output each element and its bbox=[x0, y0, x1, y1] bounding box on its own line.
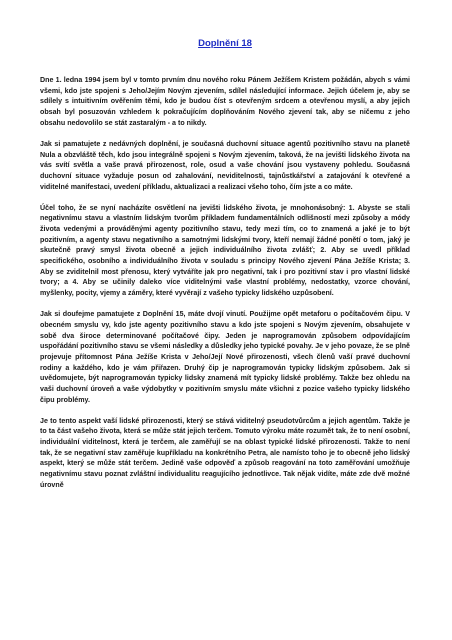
paragraph-3: Účel toho, že se nyní nacházíte osvětlení na jevišti lidského života, je mnohonásobný: 1. Abyste se stali negativnímu stavu a vlastním lidským tvorům příkladem fundamentálních odlišností mezi způsoby a módy života vedenými a prováděnými agenty pozitivního stavu, tedy mezi tím, co to znamená a jaké je to být pozitivním, a agenty stavu negativního a samotnými lidskými tvory, kteří nemají žádné ponětí o tom, jaký je skutečně pravý smysl života obecně a jejich individuálního života zvlášť; 2. Aby se uvedl příklad specifického, osobního a individuálního života v souladu s principy Nového zjevení Pána Ježíše Krista; 3. Aby se zviditelnil most přenosu, který vytváříte jak pro negativní, tak i pro pozitivní stav i pro vlastní lidské tvory; a 4. Aby se učinily daleko více viditelnými vaše vlastní problémy, nedostatky, vzorce chování, myšlenky, pocity, vjemy a záměry, které vyvěrají z vašeho typicky lidského uzpůsobení. bbox=[40, 203, 410, 297]
paragraph-4: Jak si doufejme pamatujete z Doplnění 15, máte dvojí vinutí. Použijme opět metaforu o počítačovém čipu. V obecném smyslu vy, kdo jste agenty pozitivního stavu a kdo jste spojeni s Novým zjevením, obsahujete v sobě dva široce determinované počítačové čipy. Jeden je naprogramován způsobem odpovídajícím uspořádání pozitivního stavu se všemi následky a důsledky jeho typické povahy. Je v jeho povaze, že se plně projevuje přítomnost Pána Ježíše Krista v Jeho/Její Nové přirozenosti, všech členů vaší pravé duchovní rodiny a každého, kdo je vám přiřazen. Druhý čip je naprogramován typicky lidským způsobem. Jak si uvědomujete, být naprogramován typicky lidsky znamená mít typicky lidské problémy. Takže bez ohledu na vaši duchovní úroveň a vaše výdobytky v pozitivním smyslu máte všichni z pozice vašeho typicky lidského čipu problémy. bbox=[40, 310, 410, 404]
paragraph-2: Jak si pamatujete z nedávných doplnění, je současná duchovní situace agentů pozitivního stavu na planetě Nula a obzvláště těch, kdo jsou integrálně spojeni s Novým zjevením, taková, že na jevišti lidského života na vás svítí světla a vaše pravá přirozenost, role, osud a vaše chování jsou vystaveny pohledu. Současná duchovní situace vyžaduje posun od zahalování, neviditelnosti, tajnůstkářství a zatajování k otevřené a viditelné manifestaci, uvedení příkladu, aktualizaci a realizaci všeho toho, čím jste a co máte. bbox=[40, 139, 410, 191]
page-title: Doplnění 18 bbox=[198, 38, 252, 49]
paragraph-1: Dne 1. ledna 1994 jsem byl v tomto prvním dnu nového roku Pánem Ježíšem Kristem požádán, abych s vámi všemi, kdo jste spojeni s Jeho/Jejím Novým zjevením, sdílel následující informace. Jejich účelem je, aby se sdílely s intuitivním ověřením těmi, kdo je budou číst s otevřeným srdcem a otevřenou myslí, a aby jejich obsah byl posuzován vzhledem k pokračujícím doplňováním Nového zjevení tak, aby se ničemu z jeho obsahu nedovolilo se stát zastaralým - a to nikdy. bbox=[40, 76, 410, 127]
paragraph-5: Je to tento aspekt vaší lidské přirozenosti, který se stává viditelný pseudotvůrcům a jejich agentům. Takže je to ta část vašeho života, která se může stát jejich terčem. Tomuto výroku máte rozumět tak, že to není osobní, individuální viditelnost, která je terčem, ale zaměřují se na oblast typické lidské přirozenosti. Takže to není tak, že se negativní stav zaměřuje kupříkladu na konkrétního Petra, ale namísto toho je to obecně jeho lidský aspekt, který se může stát terčem. Jedině vaše odpověď a způsob reagování na toto zaměřování umožňuje negativnímu stavu poznat zvláštní individualitu reagujícího jednotlivce. Tak nějak vidíte, máte zde dvě možné úrovně bbox=[40, 416, 410, 489]
